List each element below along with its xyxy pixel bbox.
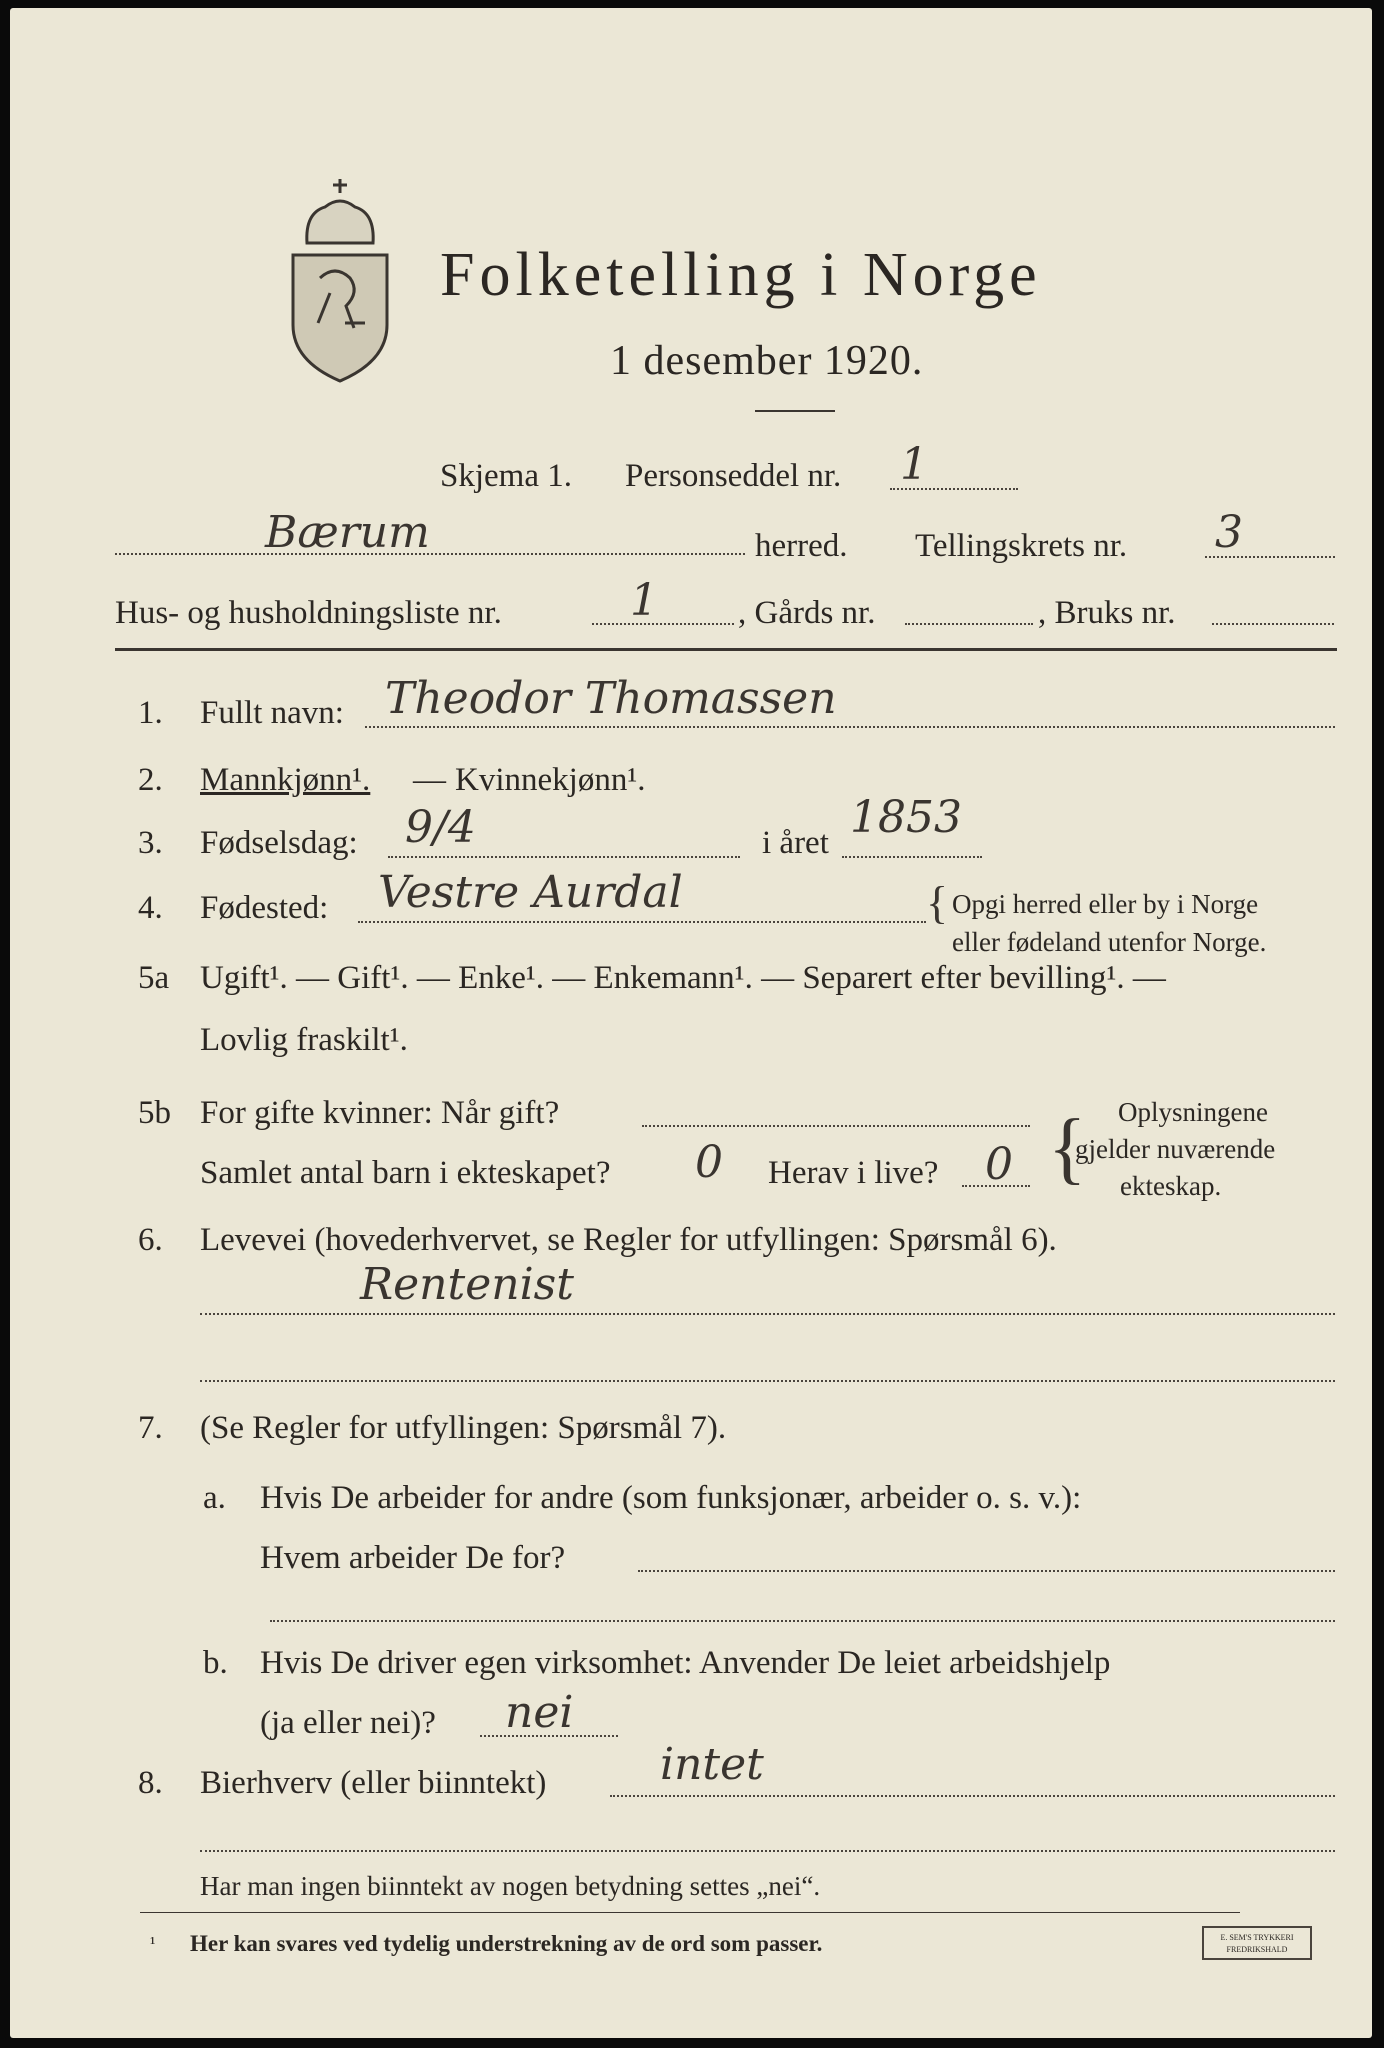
employer-field-line-2[interactable] <box>270 1620 1335 1622</box>
birthday-field-line <box>388 856 740 858</box>
employer-field-line[interactable] <box>638 1570 1335 1572</box>
q3-label: Fødselsdag: <box>200 825 358 861</box>
q8-number: 8. <box>138 1765 163 1801</box>
q1-field-line <box>365 726 1335 728</box>
q5a-number: 5a <box>138 960 170 996</box>
q4-label: Fødested: <box>200 890 329 926</box>
header-rule <box>115 648 1337 651</box>
q4-brace: { <box>926 877 949 928</box>
employer-label: Hvem arbeider De for? <box>260 1540 566 1576</box>
q5b-note-line2: gjelder nuværende <box>1075 1134 1276 1164</box>
gards-label: , Gårds nr. <box>738 595 876 631</box>
occupation-field-line <box>200 1313 1335 1315</box>
schema-label: Skjema 1. <box>440 458 572 494</box>
herred-value[interactable]: Bærum <box>265 507 430 558</box>
hired-help-value[interactable]: nei <box>505 1687 574 1738</box>
q2-number: 2. <box>138 762 163 798</box>
footnote-mark: ¹ <box>150 1933 156 1953</box>
footnote-text: Her kan svares ved tydelig understrekning av de ord som passer. <box>190 1931 823 1956</box>
birthday-value[interactable]: 9/4 <box>405 802 476 853</box>
q7a-label: Hvis De arbeider for andre (som funksjonær, arbeider o. s. v.): <box>260 1480 1082 1516</box>
personseddel-value[interactable]: 1 <box>900 439 928 490</box>
bruks-field-line[interactable] <box>1212 623 1334 625</box>
q2-separator: — <box>413 762 446 798</box>
q4-note-line1: Opgi herred eller by i Norge <box>952 889 1259 919</box>
q7b-letter: b. <box>203 1645 228 1681</box>
year-label: i året <box>762 825 829 861</box>
q5b-note-line3: ekteskap. <box>1120 1171 1222 1201</box>
herred-field-line <box>115 553 745 555</box>
full-name-value[interactable]: Theodor Thomassen <box>385 673 837 724</box>
occupation-value[interactable]: Rentenist <box>360 1259 574 1310</box>
tellingskrets-value[interactable]: 3 <box>1215 507 1243 558</box>
children-alive-value[interactable]: 0 <box>985 1139 1013 1190</box>
q7a-letter: a. <box>203 1480 226 1516</box>
census-form-page <box>10 8 1372 2038</box>
children-total-value[interactable]: 0 <box>695 1137 723 1188</box>
tellingskrets-label: Tellingskrets nr. <box>915 528 1128 564</box>
herred-label: herred. <box>755 528 848 564</box>
side-income-label: Bierhverv (eller biinntekt) <box>200 1765 547 1801</box>
q7-label: (Se Regler for utfyllingen: Spørsmål 7). <box>200 1410 727 1446</box>
q4-note-line2: eller fødeland utenfor Norge. <box>952 927 1267 957</box>
year-field-line <box>842 856 982 858</box>
side-income-field-line-2[interactable] <box>200 1850 1335 1852</box>
q6-number: 6. <box>138 1222 163 1258</box>
female-option[interactable]: Kvinnekjønn¹. <box>455 762 646 798</box>
marital-status-options[interactable]: Ugift¹. — Gift¹. — Enke¹. — Enkemann¹. — Separert efter bevilling¹. — <box>200 960 1166 996</box>
side-income-field-line <box>610 1795 1335 1797</box>
bruks-label: , Bruks nr. <box>1038 595 1176 631</box>
form-title: Folketelling i Norge <box>440 241 1042 309</box>
male-option[interactable]: Mannkjønn¹. <box>200 762 371 798</box>
census-date: 1 desember 1920. <box>610 338 924 384</box>
birth-year-value[interactable]: 1853 <box>850 792 962 843</box>
hus-field-line <box>592 623 734 625</box>
hus-label: Hus- og husholdningsliste nr. <box>115 595 502 631</box>
marital-status-options-cont[interactable]: Lovlig fraskilt¹. <box>200 1022 408 1058</box>
hus-value[interactable]: 1 <box>630 575 658 626</box>
q1-label: Fullt navn: <box>200 695 344 731</box>
q7-number: 7. <box>138 1410 163 1446</box>
occupation-field-line-2[interactable] <box>200 1380 1335 1382</box>
q4-number: 4. <box>138 890 163 926</box>
title-divider <box>755 410 835 412</box>
birthplace-field-line <box>358 921 926 923</box>
occupation-label: Levevei (hovederhvervet, se Regler for utfyllingen: Spørsmål 6). <box>200 1222 1057 1258</box>
q3-number: 3. <box>138 825 163 861</box>
printer-stamp: E. SEM'S TRYKKERI FREDRIKSHALD <box>1202 1926 1312 1960</box>
personseddel-label: Personseddel nr. <box>625 458 842 494</box>
children-alive-label: Herav i live? <box>768 1155 939 1191</box>
married-when-field-line[interactable] <box>642 1125 1030 1127</box>
side-income-note: Har man ingen biinntekt av nogen betydning settes „nei“. <box>200 1871 821 1901</box>
q1-number: 1. <box>138 695 163 731</box>
footer-rule <box>140 1912 1240 1913</box>
q5b-note-line1: Oplysningene <box>1118 1097 1268 1127</box>
q5b-brace: { <box>1048 1104 1087 1192</box>
q5b-number: 5b <box>138 1095 171 1131</box>
gards-field-line[interactable] <box>905 623 1033 625</box>
norwegian-coat-of-arms-icon <box>285 173 395 393</box>
birthplace-value[interactable]: Vestre Aurdal <box>378 867 683 918</box>
children-total-label: Samlet antal barn i ekteskapet? <box>200 1155 611 1191</box>
married-when-label: For gifte kvinner: Når gift? <box>200 1095 560 1131</box>
q7b-label: Hvis De driver egen virksomhet: Anvender De leiet arbeidshjelp <box>260 1645 1111 1681</box>
hired-help-label: (ja eller nei)? <box>260 1705 436 1741</box>
side-income-value[interactable]: intet <box>660 1739 764 1790</box>
